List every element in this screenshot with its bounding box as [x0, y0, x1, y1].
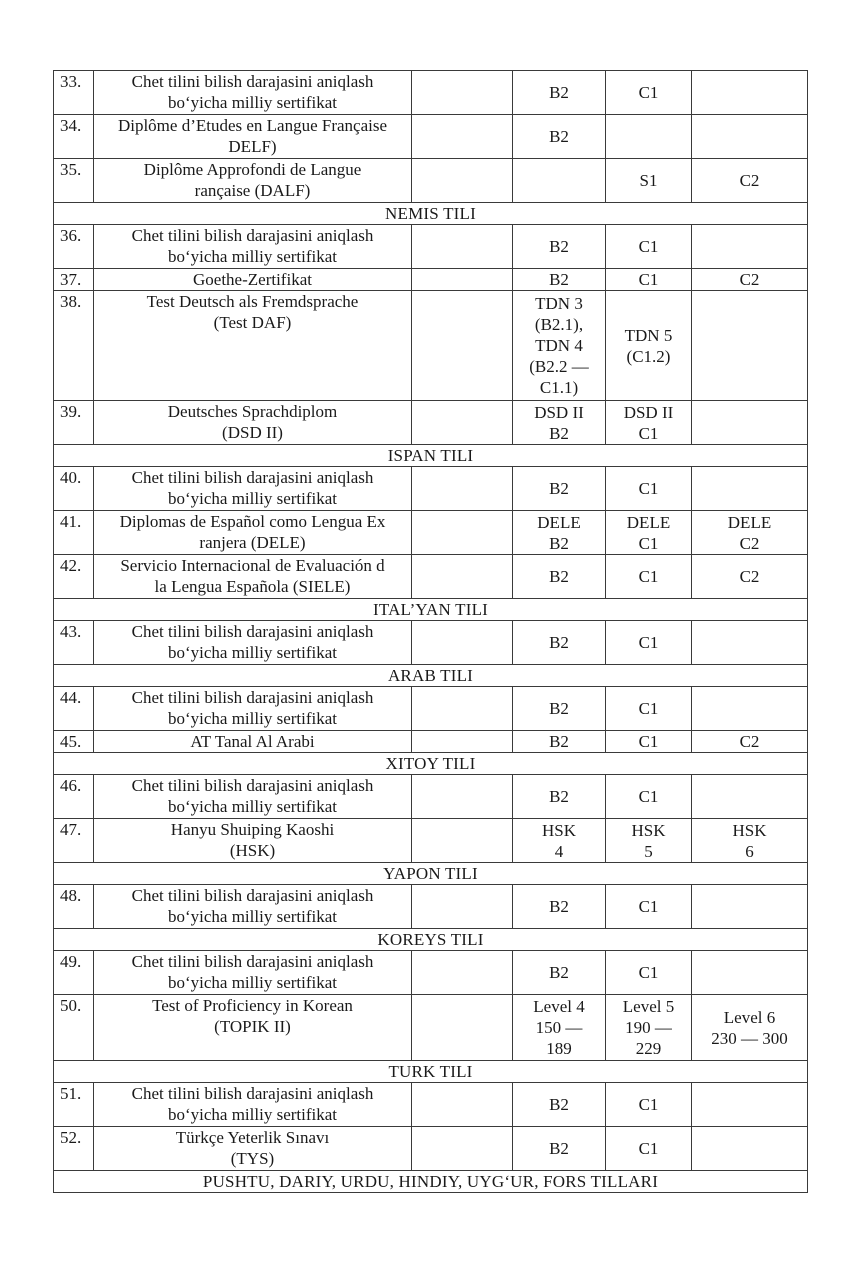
section-header: YAPON TILI — [54, 863, 808, 885]
level-cell-c1: C1 — [606, 951, 692, 995]
section-header: NEMIS TILI — [54, 203, 808, 225]
level-cell-a — [412, 995, 513, 1061]
row-number: 46. — [54, 775, 94, 819]
table-row — [54, 269, 808, 291]
level-cell-b2: B2 — [513, 885, 606, 929]
level-cell-c2: C2 — [692, 269, 808, 291]
level-cell-b2: Level 4 150 — 189 — [513, 995, 606, 1061]
section-header-row — [54, 445, 808, 467]
row-number: 33. — [54, 71, 94, 115]
level-cell-c1: C1 — [606, 731, 692, 753]
row-number: 37. — [54, 269, 94, 291]
level-cell-b2: B2 — [513, 225, 606, 269]
level-cell-a — [412, 159, 513, 203]
level-cell-c2 — [692, 467, 808, 511]
level-cell-b2: TDN 3 (B2.1), TDN 4 (B2.2 — C1.1) — [513, 291, 606, 401]
section-header: TURK TILI — [54, 1061, 808, 1083]
certificate-name: Diplomas de Español como Lengua Ex ranjera (DELE) — [94, 511, 412, 555]
level-cell-c1: HSK 5 — [606, 819, 692, 863]
certificate-name: Chet tilini bilish darajasini aniqlash bo‘yicha milliy sertifikat — [94, 775, 412, 819]
level-cell-c1: C1 — [606, 621, 692, 665]
level-cell-b2: B2 — [513, 467, 606, 511]
row-number: 51. — [54, 1083, 94, 1127]
table-row — [54, 775, 808, 819]
row-number: 50. — [54, 995, 94, 1061]
row-number: 40. — [54, 467, 94, 511]
level-cell-c2 — [692, 885, 808, 929]
level-cell-a — [412, 819, 513, 863]
level-cell-c1 — [606, 115, 692, 159]
level-cell-c2: C2 — [692, 159, 808, 203]
level-cell-a — [412, 467, 513, 511]
section-header: KOREYS TILI — [54, 929, 808, 951]
section-header-row — [54, 665, 808, 687]
level-cell-c2: Level 6 230 — 300 — [692, 995, 808, 1061]
level-cell-c1: C1 — [606, 225, 692, 269]
level-cell-c2 — [692, 687, 808, 731]
certificate-name: Chet tilini bilish darajasini aniqlash bo‘yicha milliy sertifikat — [94, 687, 412, 731]
section-header: ISPAN TILI — [54, 445, 808, 467]
level-cell-b2: B2 — [513, 621, 606, 665]
level-cell-a — [412, 621, 513, 665]
section-header: ITAL’YAN TILI — [54, 599, 808, 621]
level-cell-c2: C2 — [692, 731, 808, 753]
level-cell-c1: S1 — [606, 159, 692, 203]
level-cell-a — [412, 71, 513, 115]
table-row — [54, 687, 808, 731]
row-number: 36. — [54, 225, 94, 269]
table-row — [54, 995, 808, 1061]
level-cell-a — [412, 951, 513, 995]
level-cell-c1: C1 — [606, 687, 692, 731]
table-row — [54, 885, 808, 929]
level-cell-b2: HSK 4 — [513, 819, 606, 863]
table-row — [54, 159, 808, 203]
certificate-name: Goethe-Zertifikat — [94, 269, 412, 291]
certificate-name: AT Tanal Al Arabi — [94, 731, 412, 753]
level-cell-c1: C1 — [606, 1083, 692, 1127]
level-cell-a — [412, 1127, 513, 1171]
section-header: PUSHTU, DARIY, URDU, HINDIY, UYG‘UR, FORS TILLARI — [54, 1171, 808, 1193]
level-cell-c1: C1 — [606, 71, 692, 115]
level-cell-c1: C1 — [606, 775, 692, 819]
row-number: 48. — [54, 885, 94, 929]
level-cell-a — [412, 775, 513, 819]
level-cell-b2: B2 — [513, 1127, 606, 1171]
certificate-name: Diplôme Approfondi de Langue rançaise (DALF) — [94, 159, 412, 203]
level-cell-a — [412, 269, 513, 291]
certificate-name: Diplôme d’Etudes en Langue Française DELF) — [94, 115, 412, 159]
certificate-name: Chet tilini bilish darajasini aniqlash bo‘yicha milliy sertifikat — [94, 1083, 412, 1127]
level-cell-a — [412, 555, 513, 599]
certificate-table — [53, 70, 808, 1193]
table-row — [54, 401, 808, 445]
section-header: ARAB TILI — [54, 665, 808, 687]
level-cell-c2 — [692, 115, 808, 159]
certificate-name: Test Deutsch als Fremdsprache (Test DAF) — [94, 291, 412, 401]
certificate-name: Chet tilini bilish darajasini aniqlash bo‘yicha milliy sertifikat — [94, 951, 412, 995]
level-cell-c1: C1 — [606, 1127, 692, 1171]
table-row — [54, 291, 808, 401]
level-cell-c2: DELE C2 — [692, 511, 808, 555]
row-number: 49. — [54, 951, 94, 995]
level-cell-a — [412, 291, 513, 401]
level-cell-c2 — [692, 71, 808, 115]
level-cell-c1: DSD II C1 — [606, 401, 692, 445]
row-number: 47. — [54, 819, 94, 863]
level-cell-c2 — [692, 951, 808, 995]
level-cell-b2: B2 — [513, 71, 606, 115]
level-cell-a — [412, 885, 513, 929]
level-cell-c2 — [692, 401, 808, 445]
section-header-row — [54, 753, 808, 775]
level-cell-c2 — [692, 1083, 808, 1127]
section-header-row — [54, 203, 808, 225]
level-cell-b2 — [513, 159, 606, 203]
level-cell-c2: C2 — [692, 555, 808, 599]
table-row — [54, 225, 808, 269]
level-cell-c1: C1 — [606, 269, 692, 291]
row-number: 42. — [54, 555, 94, 599]
section-header: XITOY TILI — [54, 753, 808, 775]
level-cell-a — [412, 115, 513, 159]
table-row — [54, 511, 808, 555]
level-cell-a — [412, 401, 513, 445]
level-cell-c2: HSK 6 — [692, 819, 808, 863]
level-cell-b2: B2 — [513, 731, 606, 753]
level-cell-c2 — [692, 1127, 808, 1171]
level-cell-c1: Level 5 190 — 229 — [606, 995, 692, 1061]
level-cell-c1: C1 — [606, 885, 692, 929]
level-cell-c2 — [692, 621, 808, 665]
certificate-name: Türkçe Yeterlik Sınavı (TYS) — [94, 1127, 412, 1171]
certificate-name: Chet tilini bilish darajasini aniqlash bo‘yicha milliy sertifikat — [94, 71, 412, 115]
table-row — [54, 555, 808, 599]
level-cell-c1: DELE C1 — [606, 511, 692, 555]
table-row — [54, 731, 808, 753]
table-row — [54, 1127, 808, 1171]
level-cell-a — [412, 731, 513, 753]
level-cell-b2: DSD II B2 — [513, 401, 606, 445]
table-row — [54, 621, 808, 665]
level-cell-c2 — [692, 291, 808, 401]
row-number: 35. — [54, 159, 94, 203]
level-cell-c1: C1 — [606, 467, 692, 511]
certificate-name: Test of Proficiency in Korean (TOPIK II) — [94, 995, 412, 1061]
table-row — [54, 951, 808, 995]
level-cell-b2: B2 — [513, 687, 606, 731]
level-cell-b2: B2 — [513, 951, 606, 995]
row-number: 43. — [54, 621, 94, 665]
section-header-row — [54, 929, 808, 951]
table-row — [54, 1083, 808, 1127]
row-number: 45. — [54, 731, 94, 753]
row-number: 34. — [54, 115, 94, 159]
level-cell-b2: B2 — [513, 775, 606, 819]
certificate-name: Hanyu Shuiping Kaoshi (HSK) — [94, 819, 412, 863]
level-cell-b2: B2 — [513, 1083, 606, 1127]
level-cell-a — [412, 225, 513, 269]
row-number: 39. — [54, 401, 94, 445]
level-cell-c2 — [692, 775, 808, 819]
certificate-name: Chet tilini bilish darajasini aniqlash bo‘yicha milliy sertifikat — [94, 225, 412, 269]
level-cell-c1: TDN 5 (C1.2) — [606, 291, 692, 401]
level-cell-b2: B2 — [513, 555, 606, 599]
level-cell-c1: C1 — [606, 555, 692, 599]
level-cell-a — [412, 1083, 513, 1127]
certificate-name: Chet tilini bilish darajasini aniqlash bo‘yicha milliy sertifikat — [94, 467, 412, 511]
row-number: 44. — [54, 687, 94, 731]
level-cell-b2: DELE B2 — [513, 511, 606, 555]
certificate-name: Chet tilini bilish darajasini aniqlash bo‘yicha milliy sertifikat — [94, 621, 412, 665]
table-row — [54, 819, 808, 863]
certificate-name: Chet tilini bilish darajasini aniqlash bo‘yicha milliy sertifikat — [94, 885, 412, 929]
row-number: 52. — [54, 1127, 94, 1171]
row-number: 38. — [54, 291, 94, 401]
row-number: 41. — [54, 511, 94, 555]
level-cell-a — [412, 687, 513, 731]
section-header-row — [54, 599, 808, 621]
level-cell-c2 — [692, 225, 808, 269]
level-cell-b2: B2 — [513, 269, 606, 291]
section-header-row — [54, 1061, 808, 1083]
table-row — [54, 115, 808, 159]
table-row — [54, 71, 808, 115]
certificate-name: Deutsches Sprachdiplom (DSD II) — [94, 401, 412, 445]
table-row — [54, 467, 808, 511]
section-header-row — [54, 1171, 808, 1193]
certificate-name: Servicio Internacional de Evaluación d la Lengua Española (SIELE) — [94, 555, 412, 599]
level-cell-b2: B2 — [513, 115, 606, 159]
level-cell-a — [412, 511, 513, 555]
section-header-row — [54, 863, 808, 885]
